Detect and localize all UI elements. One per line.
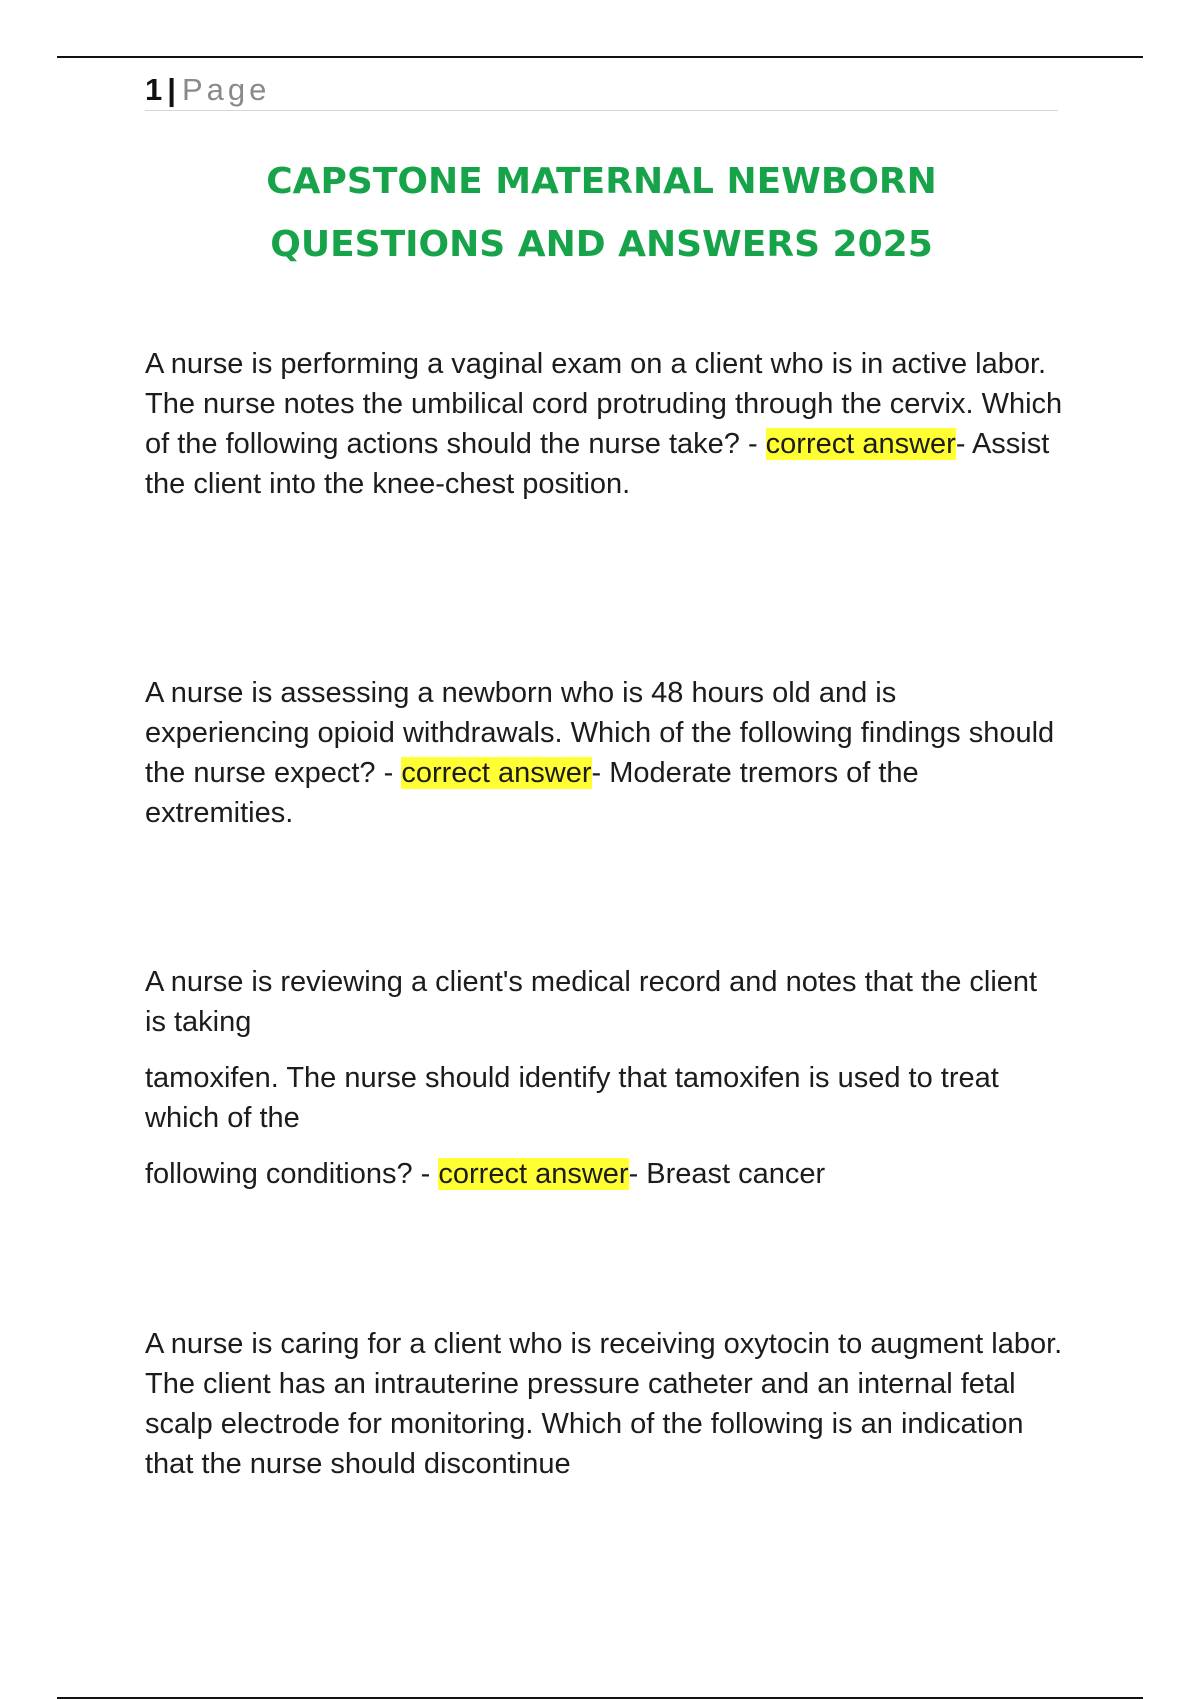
bottom-rule (57, 1697, 1143, 1699)
qa-item-1 (145, 344, 1065, 504)
answer-text: - Assist the client into the knee-chest position. (145, 428, 1050, 500)
qa-item-2-text (145, 673, 1065, 833)
document-title (145, 150, 1058, 276)
correct-answer-marker: correct answer (438, 1158, 629, 1190)
qa-item-4 (145, 1324, 1065, 1484)
qa-item-3-para-1: A nurse is reviewing a client's medical record and notes that the client is taking (145, 966, 1038, 1038)
answer-text: - Breast cancer (628, 1158, 826, 1190)
qa-item-1-text (145, 344, 1065, 504)
qa-item-3-para-3 (145, 1154, 1065, 1194)
correct-answer-marker: correct answer (401, 757, 592, 789)
question-text: following conditions? - (145, 1158, 439, 1190)
qa-item-2 (145, 673, 1065, 833)
title-line-2: QUESTIONS AND ANSWERS 2025 (270, 224, 933, 265)
question-text: A nurse is performing a vaginal exam on a client who is in active labor. The nurse notes the umbilical cord protruding through the cervix. Which of the following actions should the nurse take? - (145, 348, 1063, 460)
qa-item-3-para-2: tamoxifen. The nurse should identify that tamoxifen is used to treat which of the (145, 1062, 999, 1134)
page-separator: | (167, 72, 176, 107)
qa-item-4-text: A nurse is caring for a client who is receiving oxytocin to augment labor. The client has an intrauterine pressure catheter and an internal fetal scalp electrode for monitoring. Which of the following is an indication that the nurse should discontinue (145, 1328, 1063, 1480)
page-label: Page (181, 72, 271, 107)
page-number: 1 (145, 72, 163, 107)
qa-item-3 (145, 962, 1065, 1194)
answer-text: - Moderate tremors of the extremities. (145, 757, 919, 829)
correct-answer-marker: correct answer (765, 428, 956, 460)
title-line-1: CAPSTONE MATERNAL NEWBORN (266, 161, 937, 202)
question-text: A nurse is assessing a newborn who is 48 hours old and is experiencing opioid withdrawals. Which of the following findings should the nurse expect? - (145, 677, 1055, 789)
top-rule (57, 56, 1143, 58)
page-header (145, 70, 1058, 111)
